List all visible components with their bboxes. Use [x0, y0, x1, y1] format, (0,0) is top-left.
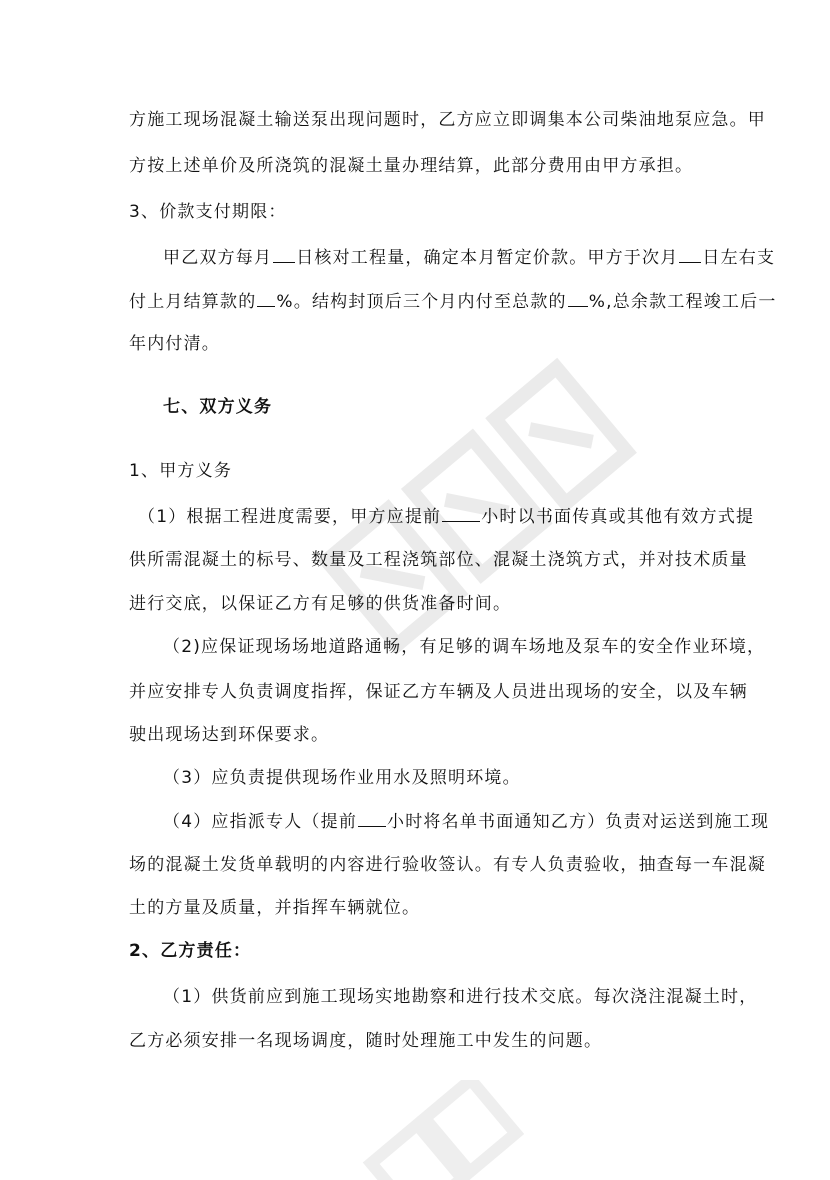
- text-line: 付上月结算款的 %。结构封顶后三个月内付至总款的 %,总余款工程竣工后一: [129, 292, 777, 312]
- text-line: （4）应指派专人（提前 小时将名单书面通知乙方）负责对运送到施工现: [163, 812, 770, 832]
- text-line: （3）应负责提供现场作业用水及照明环境。: [163, 768, 521, 788]
- text-line: 乙方必须安排一名现场调度，随时处理施工中发生的问题。: [129, 1031, 603, 1051]
- watermark-logo-bottom: [330, 1080, 530, 1180]
- fill-blank: [442, 505, 480, 522]
- fill-blank: [679, 246, 701, 263]
- text-line: 方施工现场混凝土输送泵出现问题时，乙方应立即调集本公司柴油地泵应急。甲: [129, 110, 766, 130]
- section-title: 七、双方义务: [163, 397, 273, 417]
- text-line: 驶出现场达到环保要求。: [129, 725, 330, 745]
- fill-blank: [568, 290, 588, 307]
- fill-blank: [358, 810, 386, 827]
- subsection-heading-party-a: 1、甲方义务: [129, 461, 233, 481]
- text-line: 土的方量及质量，并指挥车辆就位。: [129, 898, 421, 918]
- text-line: 进行交底，以保证乙方有足够的供货准备时间。: [129, 594, 512, 614]
- text-line: 并应安排专人负责调度指挥，保证乙方车辆及人员进出现场的安全，以及车辆: [129, 682, 748, 702]
- section-heading-payment: 3、价款支付期限：: [129, 202, 287, 222]
- subsection-heading-party-b: 2、乙方责任：: [129, 941, 252, 961]
- fill-blank: [273, 246, 295, 263]
- text-line: 甲乙双方每月 日核对工程量，确定本月暂定价款。甲方于次月 日左右支: [163, 248, 776, 268]
- text-line: 方按上述单价及所浇筑的混凝土量办理结算，此部分费用由甲方承担。: [129, 156, 694, 176]
- text-line: 场的混凝土发货单载明的内容进行验收签认。有专人负责验收，抽查每一车混凝: [129, 855, 766, 875]
- text-line: （1）根据工程进度需要，甲方应提前 小时以书面传真或其他有效方式提: [138, 507, 755, 527]
- fill-blank: [257, 290, 275, 307]
- text-line: （1）供货前应到施工现场实地勘察和进行技术交底。每次浇注混凝土时，: [163, 987, 758, 1007]
- text-line: 供所需混凝土的标号、数量及工程浇筑部位、混凝土浇筑方式，并对技术质量: [129, 550, 748, 570]
- text-line: （2)应保证现场场地道路通畅，有足够的调车场地及泵车的安全作业环境，: [163, 637, 766, 657]
- text-line: 年内付清。: [129, 334, 220, 354]
